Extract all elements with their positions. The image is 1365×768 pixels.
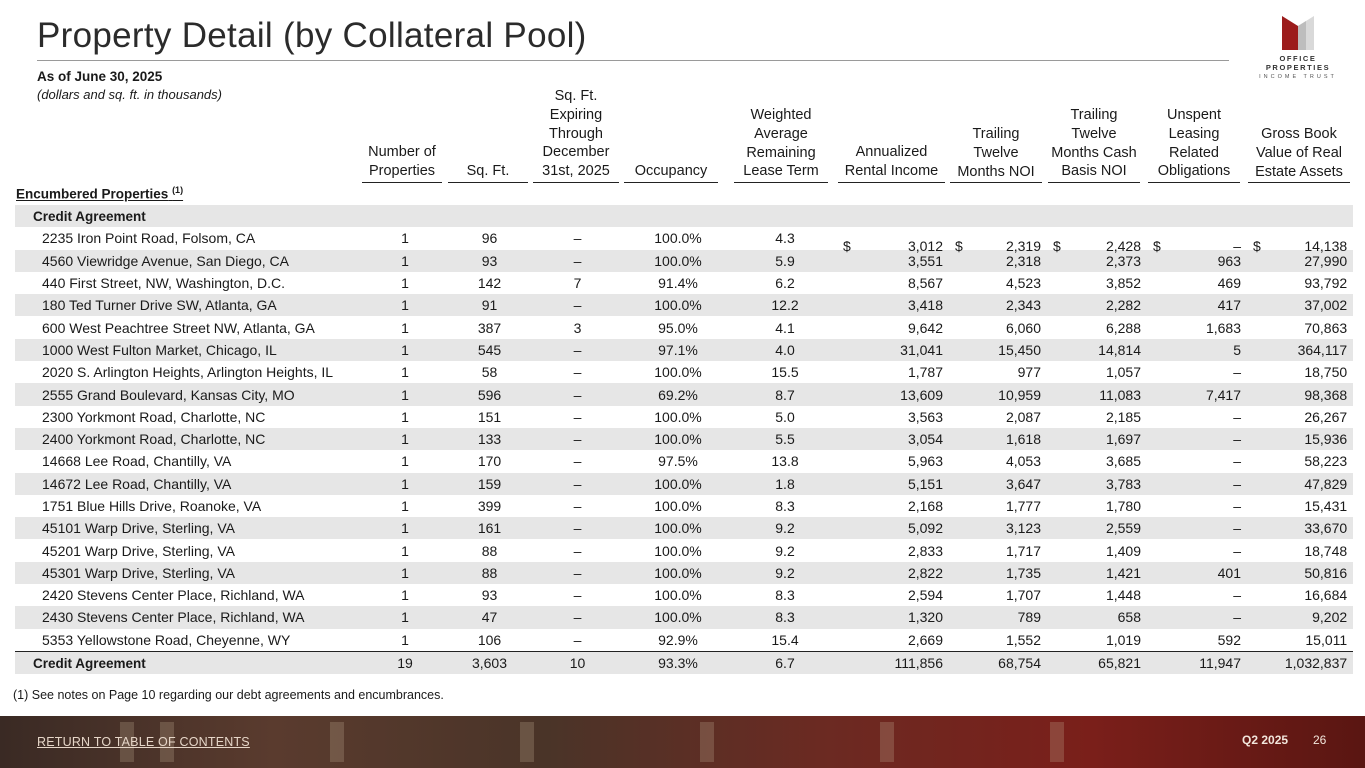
leasing-obligations: –	[1233, 364, 1241, 381]
gross-book-value: 364,117	[1247, 339, 1353, 361]
col-header-text: Number of Properties	[368, 144, 436, 179]
rental-income: 2,833	[907, 542, 943, 559]
leasing-obligations: 11,947	[1147, 651, 1247, 674]
leasing-obligations: –	[1147, 517, 1247, 539]
property-name: 45101 Warp Drive, Sterling, VA	[15, 517, 363, 539]
gross-book-value: 18,750	[1304, 364, 1348, 381]
ttm-noi-value: 2,319	[1005, 238, 1041, 255]
occupancy: 100.0%	[623, 294, 733, 316]
lease-term: 5.0	[775, 408, 795, 425]
sq-ft: 88	[447, 562, 532, 584]
building-window	[700, 722, 714, 762]
footer-quarter: Q2 2025	[1242, 733, 1289, 747]
leasing-obligations: 469	[1217, 275, 1241, 292]
col-header-rental-income	[838, 143, 945, 183]
lease-term: 8.3	[775, 587, 795, 604]
logo-text-secondary: INCOME TRUST	[1259, 74, 1337, 80]
gross-book-value: 50,816	[1247, 562, 1353, 584]
col-header-leasing-obligations	[1148, 106, 1240, 183]
rental-income: 9,642	[907, 319, 943, 336]
occupancy: 100.0%	[623, 473, 733, 495]
col-header-properties	[362, 143, 442, 183]
ttm-cash-noi: 1,019	[1105, 631, 1141, 648]
rental-income: 3,054	[837, 428, 949, 450]
col-header-text: Unspent Leasing Related Obligations	[1157, 107, 1231, 180]
total-label: Credit Agreement	[15, 651, 363, 674]
num-properties: 1	[401, 364, 409, 381]
ttm-cash-noi: 2,559	[1047, 517, 1147, 539]
leasing-obligations	[1147, 227, 1247, 255]
property-name: 5353 Yellowstone Road, Cheyenne, WY	[42, 631, 291, 648]
sq-ft-expiring: –	[532, 562, 623, 584]
building-window	[520, 722, 534, 762]
sq-ft: 399	[477, 498, 502, 514]
ttm-noi: 4,053	[1005, 453, 1041, 470]
num-properties: 1	[363, 606, 447, 628]
gross-book-value: 98,368	[1247, 383, 1353, 405]
gross-book-value: 70,863	[1304, 319, 1348, 336]
property-name: 2430 Stevens Center Place, Richland, WA	[15, 606, 363, 628]
leasing-obligations: 401	[1147, 562, 1247, 584]
as-of-date: As of June 30, 2025	[37, 69, 163, 84]
sq-ft-expiring: –	[532, 383, 623, 405]
num-properties: 1	[363, 473, 447, 495]
num-properties: 1	[401, 453, 409, 470]
sq-ft-expiring: 3	[573, 319, 582, 336]
num-properties: 1	[401, 498, 409, 514]
rental-income: 111,856	[837, 651, 949, 674]
gross-book-value: 1,032,837	[1247, 651, 1353, 674]
lease-term: 8.3	[733, 606, 837, 628]
sq-ft: 142	[477, 275, 502, 292]
sq-ft: 58	[481, 364, 498, 381]
num-properties: 19	[363, 651, 447, 674]
rental-income: 31,041	[837, 339, 949, 361]
occupancy: 100.0%	[654, 587, 702, 604]
lease-term: 4.1	[775, 319, 795, 336]
gross-book-value: 58,223	[1304, 453, 1348, 470]
leasing-obligations: –	[1233, 408, 1241, 425]
ttm-cash-noi: 1,421	[1047, 562, 1147, 584]
lease-term: 15.5	[771, 364, 799, 381]
ttm-noi: 2,087	[1005, 408, 1041, 425]
ttm-noi: 3,123	[949, 517, 1047, 539]
num-properties: 1	[363, 339, 447, 361]
sq-ft-expiring: –	[573, 587, 582, 604]
sq-ft: 106	[477, 631, 502, 648]
property-name: 600 West Peachtree Street NW, Atlanta, GA	[42, 319, 315, 336]
occupancy: 100.0%	[654, 542, 702, 559]
sq-ft: 47	[447, 606, 532, 628]
occupancy: 91.4%	[658, 275, 698, 292]
rental-income: 2,669	[907, 631, 943, 648]
sq-ft: 96	[481, 230, 498, 247]
rental-income: 3,551	[837, 250, 949, 272]
num-properties: 1	[401, 408, 409, 425]
leasing-obligations: –	[1147, 606, 1247, 628]
ttm-noi: 789	[949, 606, 1047, 628]
table-row	[15, 406, 1353, 428]
occupancy: 97.1%	[623, 339, 733, 361]
occupancy: 100.0%	[623, 428, 733, 450]
leasing-obligations: 1,683	[1205, 319, 1241, 336]
ttm-noi: 1,735	[949, 562, 1047, 584]
sq-ft: 88	[481, 542, 498, 559]
rental-income: 3,563	[907, 408, 943, 425]
ttm-cash-noi: 1,697	[1047, 428, 1147, 450]
gross-book-value: 37,002	[1247, 294, 1353, 316]
table-row	[15, 517, 1353, 539]
property-name: 2555 Grand Boulevard, Kansas City, MO	[15, 383, 363, 405]
num-properties: 1	[363, 517, 447, 539]
num-properties: 1	[401, 587, 409, 604]
table-row	[15, 428, 1353, 450]
gross-book-value: 26,267	[1304, 408, 1348, 425]
property-name: 2420 Stevens Center Place, Richland, WA	[42, 587, 305, 604]
sq-ft-expiring: –	[573, 542, 582, 559]
ttm-noi: 1,717	[1005, 542, 1041, 559]
table-row	[15, 473, 1353, 495]
sq-ft-expiring: –	[532, 250, 623, 272]
num-properties: 1	[401, 275, 409, 292]
total-row	[15, 651, 1353, 674]
occupancy: 97.5%	[658, 453, 698, 470]
ttm-cash-noi: 2,282	[1047, 294, 1147, 316]
property-name: 1000 West Fulton Market, Chicago, IL	[15, 339, 363, 361]
gross-book-value: 47,829	[1247, 473, 1353, 495]
footnote: (1) See notes on Page 10 regarding our debt agreements and encumbrances.	[13, 688, 444, 702]
leasing-obligations-value: –	[1233, 238, 1241, 255]
lease-term: 6.2	[775, 275, 795, 292]
ttm-cash-noi: 2,373	[1047, 250, 1147, 272]
col-header-text: Trailing Twelve Months NOI	[957, 126, 1035, 180]
building-window	[880, 722, 894, 762]
col-header-text: Trailing Twelve Months Cash Basis NOI	[1051, 107, 1137, 180]
lease-term: 5.5	[733, 428, 837, 450]
leasing-obligations: 5	[1147, 339, 1247, 361]
occupancy: 100.0%	[654, 498, 702, 514]
group-row	[15, 205, 1353, 227]
table-row	[15, 383, 1353, 405]
property-name: 2400 Yorkmont Road, Charlotte, NC	[15, 428, 363, 450]
lease-term: 6.7	[733, 651, 837, 674]
units-note: (dollars and sq. ft. in thousands)	[37, 87, 222, 102]
gross-book-value: 15,011	[1305, 631, 1348, 648]
ttm-noi: 1,777	[1005, 498, 1041, 514]
leasing-obligations: 417	[1147, 294, 1247, 316]
ttm-cash-noi: 1,409	[1105, 542, 1141, 559]
gross-book-value: 27,990	[1247, 250, 1353, 272]
sq-ft-expiring: 10	[532, 651, 623, 674]
ttm-noi: 977	[1017, 364, 1041, 381]
page-number: 26	[1313, 733, 1327, 747]
num-properties: 1	[401, 319, 409, 336]
sq-ft: 545	[447, 339, 532, 361]
sq-ft-expiring: –	[532, 428, 623, 450]
ttm-noi: 6,060	[1005, 319, 1041, 336]
ttm-noi: 3,647	[949, 473, 1047, 495]
currency-symbol: $	[1053, 238, 1061, 255]
ttm-cash-noi: 6,288	[1105, 319, 1141, 336]
ttm-cash-noi: 1,057	[1105, 364, 1141, 381]
sq-ft-expiring: 7	[573, 275, 582, 292]
occupancy: 100.0%	[654, 230, 702, 247]
col-header-sqft	[448, 162, 528, 183]
lease-term: 8.7	[733, 383, 837, 405]
table-row	[15, 629, 1353, 652]
leasing-obligations: –	[1233, 587, 1241, 604]
sq-ft: 91	[447, 294, 532, 316]
table-row	[15, 272, 1353, 294]
footnote-marker: (1)	[172, 185, 184, 195]
table-row	[15, 361, 1353, 383]
lease-term: 9.2	[733, 517, 837, 539]
num-properties: 1	[363, 250, 447, 272]
rental-income: 5,092	[837, 517, 949, 539]
sq-ft: 3,603	[447, 651, 532, 674]
col-header-text: Annualized Rental Income	[844, 144, 939, 179]
num-properties: 1	[363, 428, 447, 450]
rental-income-value: 3,012	[907, 238, 943, 255]
occupancy: 100.0%	[623, 606, 733, 628]
col-header-gross-book-value	[1248, 125, 1350, 183]
building-window	[330, 722, 344, 762]
col-header-occupancy	[624, 162, 718, 183]
num-properties: 1	[401, 631, 409, 648]
leasing-obligations: –	[1233, 542, 1241, 559]
section-label-encumbered	[16, 185, 183, 202]
property-name: 2020 S. Arlington Heights, Arlington Heights, IL	[42, 364, 334, 381]
occupancy: 100.0%	[623, 562, 733, 584]
rental-income: 1,787	[907, 364, 943, 381]
group-label: Credit Agreement	[15, 205, 1353, 227]
ttm-cash-noi: 3,783	[1047, 473, 1147, 495]
gross-book-value: 18,748	[1304, 542, 1348, 559]
occupancy: 93.3%	[623, 651, 733, 674]
table-row	[15, 495, 1353, 517]
sq-ft-expiring: –	[532, 294, 623, 316]
ttm-noi: 2,318	[949, 250, 1047, 272]
gross-book-value: 15,431	[1304, 498, 1348, 514]
gross-book-value: 9,202	[1247, 606, 1353, 628]
lease-term: 4.3	[775, 230, 795, 247]
leasing-obligations: –	[1233, 453, 1241, 470]
sq-ft: 93	[447, 250, 532, 272]
property-name: 2300 Yorkmont Road, Charlotte, NC	[42, 408, 266, 425]
company-logo	[1248, 14, 1348, 80]
ttm-noi	[949, 227, 1047, 255]
rental-income: 8,567	[907, 275, 943, 292]
occupancy: 100.0%	[654, 408, 702, 425]
ttm-cash-noi: 11,083	[1047, 383, 1147, 405]
rental-income: 13,609	[837, 383, 949, 405]
ttm-noi: 1,552	[1005, 631, 1041, 648]
occupancy: 100.0%	[654, 364, 702, 381]
sq-ft: 387	[477, 319, 502, 336]
lease-term: 1.8	[733, 473, 837, 495]
table-row	[15, 450, 1353, 472]
lease-term: 13.8	[771, 453, 799, 470]
col-header-text: Gross Book Value of Real Estate Assets	[1255, 126, 1343, 180]
ttm-cash-noi-value: 2,428	[1105, 238, 1141, 255]
property-name: 2235 Iron Point Road, Folsom, CA	[42, 230, 256, 247]
sq-ft-expiring: –	[532, 339, 623, 361]
gross-book-value: 15,936	[1247, 428, 1353, 450]
property-name: 180 Ted Turner Drive SW, Atlanta, GA	[15, 294, 363, 316]
rental-income: 2,822	[837, 562, 949, 584]
sq-ft-expiring: –	[573, 364, 582, 381]
num-properties: 1	[363, 562, 447, 584]
ttm-cash-noi: 3,685	[1105, 453, 1141, 470]
ttm-cash-noi: 65,821	[1047, 651, 1147, 674]
logo-text-primary: OFFICE PROPERTIES	[1265, 54, 1331, 72]
leasing-obligations: –	[1147, 473, 1247, 495]
ttm-noi: 15,450	[949, 339, 1047, 361]
col-header-text: Sq. Ft. Expiring Through December 31st, 2025	[542, 88, 610, 180]
ttm-cash-noi: 3,852	[1105, 275, 1141, 292]
col-header-noi	[950, 125, 1042, 183]
occupancy: 92.9%	[658, 631, 698, 648]
occupancy: 69.2%	[623, 383, 733, 405]
table-row	[15, 227, 1353, 249]
sq-ft-expiring: –	[532, 517, 623, 539]
table-row	[15, 562, 1353, 584]
sq-ft-expiring: –	[573, 453, 582, 470]
leasing-obligations: –	[1233, 498, 1241, 514]
sq-ft: 161	[447, 517, 532, 539]
col-header-text: Occupancy	[634, 163, 708, 179]
table-row	[15, 539, 1353, 561]
currency-symbol: $	[843, 238, 851, 255]
occupancy: 100.0%	[623, 517, 733, 539]
ttm-noi: 10,959	[949, 383, 1047, 405]
rental-income: 2,594	[907, 587, 943, 604]
table-body	[15, 205, 1353, 674]
rental-income: 5,963	[907, 453, 943, 470]
property-name: 45201 Warp Drive, Sterling, VA	[42, 542, 235, 559]
occupancy: 95.0%	[658, 319, 698, 336]
sq-ft-expiring: –	[573, 498, 582, 514]
property-name: 14672 Lee Road, Chantilly, VA	[15, 473, 363, 495]
lease-term: 12.2	[733, 294, 837, 316]
sq-ft-expiring: –	[573, 408, 582, 425]
sq-ft: 133	[447, 428, 532, 450]
num-properties: 1	[363, 294, 447, 316]
num-properties: 1	[363, 383, 447, 405]
rental-income: 3,418	[837, 294, 949, 316]
sq-ft-expiring: –	[532, 606, 623, 628]
ttm-noi: 1,618	[949, 428, 1047, 450]
property-table	[15, 205, 1353, 674]
rental-income	[837, 227, 949, 255]
col-header-text: Sq. Ft.	[466, 163, 510, 179]
property-name: 14668 Lee Road, Chantilly, VA	[42, 453, 232, 470]
property-name: 4560 Viewridge Avenue, San Diego, CA	[15, 250, 363, 272]
sq-ft-expiring: –	[573, 230, 582, 247]
col-header-text: Weighted Average Remaining Lease Term	[743, 107, 819, 180]
table-row	[15, 584, 1353, 606]
ttm-cash-noi: 14,814	[1047, 339, 1147, 361]
sq-ft: 596	[447, 383, 532, 405]
sq-ft: 93	[481, 587, 498, 604]
table-row	[15, 339, 1353, 361]
lease-term: 15.4	[771, 631, 799, 648]
table-row	[15, 316, 1353, 338]
ttm-noi: 1,707	[1005, 587, 1041, 604]
col-header-lease-term	[734, 106, 828, 183]
num-properties: 1	[401, 230, 409, 247]
leasing-obligations: 592	[1217, 631, 1241, 648]
property-name: 45301 Warp Drive, Sterling, VA	[15, 562, 363, 584]
col-header-cash-noi	[1048, 106, 1140, 183]
ttm-cash-noi: 2,185	[1105, 408, 1141, 425]
sq-ft: 151	[477, 408, 502, 425]
title-divider	[37, 60, 1229, 61]
lease-term: 5.9	[733, 250, 837, 272]
logo-mark-icon	[1278, 14, 1318, 50]
page-title: Property Detail (by Collateral Pool)	[37, 16, 587, 55]
num-properties: 1	[401, 542, 409, 559]
ttm-cash-noi	[1047, 227, 1147, 255]
building-window	[1050, 722, 1064, 762]
property-name: 440 First Street, NW, Washington, D.C.	[42, 275, 286, 292]
currency-symbol: $	[955, 238, 963, 255]
gross-book-value: 33,670	[1247, 517, 1353, 539]
rental-income: 5,151	[837, 473, 949, 495]
ttm-cash-noi: 658	[1047, 606, 1147, 628]
lease-term: 4.0	[733, 339, 837, 361]
lease-term: 9.2	[775, 542, 795, 559]
rental-income: 2,168	[907, 498, 943, 514]
leasing-obligations: 963	[1147, 250, 1247, 272]
leasing-obligations: 7,417	[1147, 383, 1247, 405]
gross-book-value-value: 14,138	[1304, 238, 1348, 255]
sq-ft: 170	[477, 453, 502, 470]
gross-book-value: 16,684	[1304, 587, 1348, 604]
ttm-noi: 2,343	[949, 294, 1047, 316]
col-header-sqft-expiring	[533, 87, 619, 183]
gross-book-value	[1247, 227, 1353, 255]
occupancy: 100.0%	[623, 250, 733, 272]
rental-income: 1,320	[837, 606, 949, 628]
ttm-noi: 68,754	[949, 651, 1047, 674]
gross-book-value: 93,792	[1304, 275, 1348, 292]
table-row	[15, 294, 1353, 316]
table-row	[15, 606, 1353, 628]
ttm-cash-noi: 1,448	[1105, 587, 1141, 604]
sq-ft-expiring: –	[532, 473, 623, 495]
lease-term: 8.3	[775, 498, 795, 514]
sq-ft-expiring: –	[573, 631, 582, 648]
property-name: 1751 Blue Hills Drive, Roanoke, VA	[42, 498, 262, 514]
return-to-contents-link[interactable]: RETURN TO TABLE OF CONTENTS	[37, 735, 250, 749]
ttm-noi: 4,523	[1005, 275, 1041, 292]
leasing-obligations: –	[1147, 428, 1247, 450]
currency-symbol: $	[1253, 238, 1261, 255]
sq-ft: 159	[447, 473, 532, 495]
section-label-text: Encumbered Properties	[16, 186, 169, 202]
lease-term: 9.2	[733, 562, 837, 584]
ttm-cash-noi: 1,780	[1105, 498, 1141, 514]
currency-symbol: $	[1153, 238, 1161, 255]
